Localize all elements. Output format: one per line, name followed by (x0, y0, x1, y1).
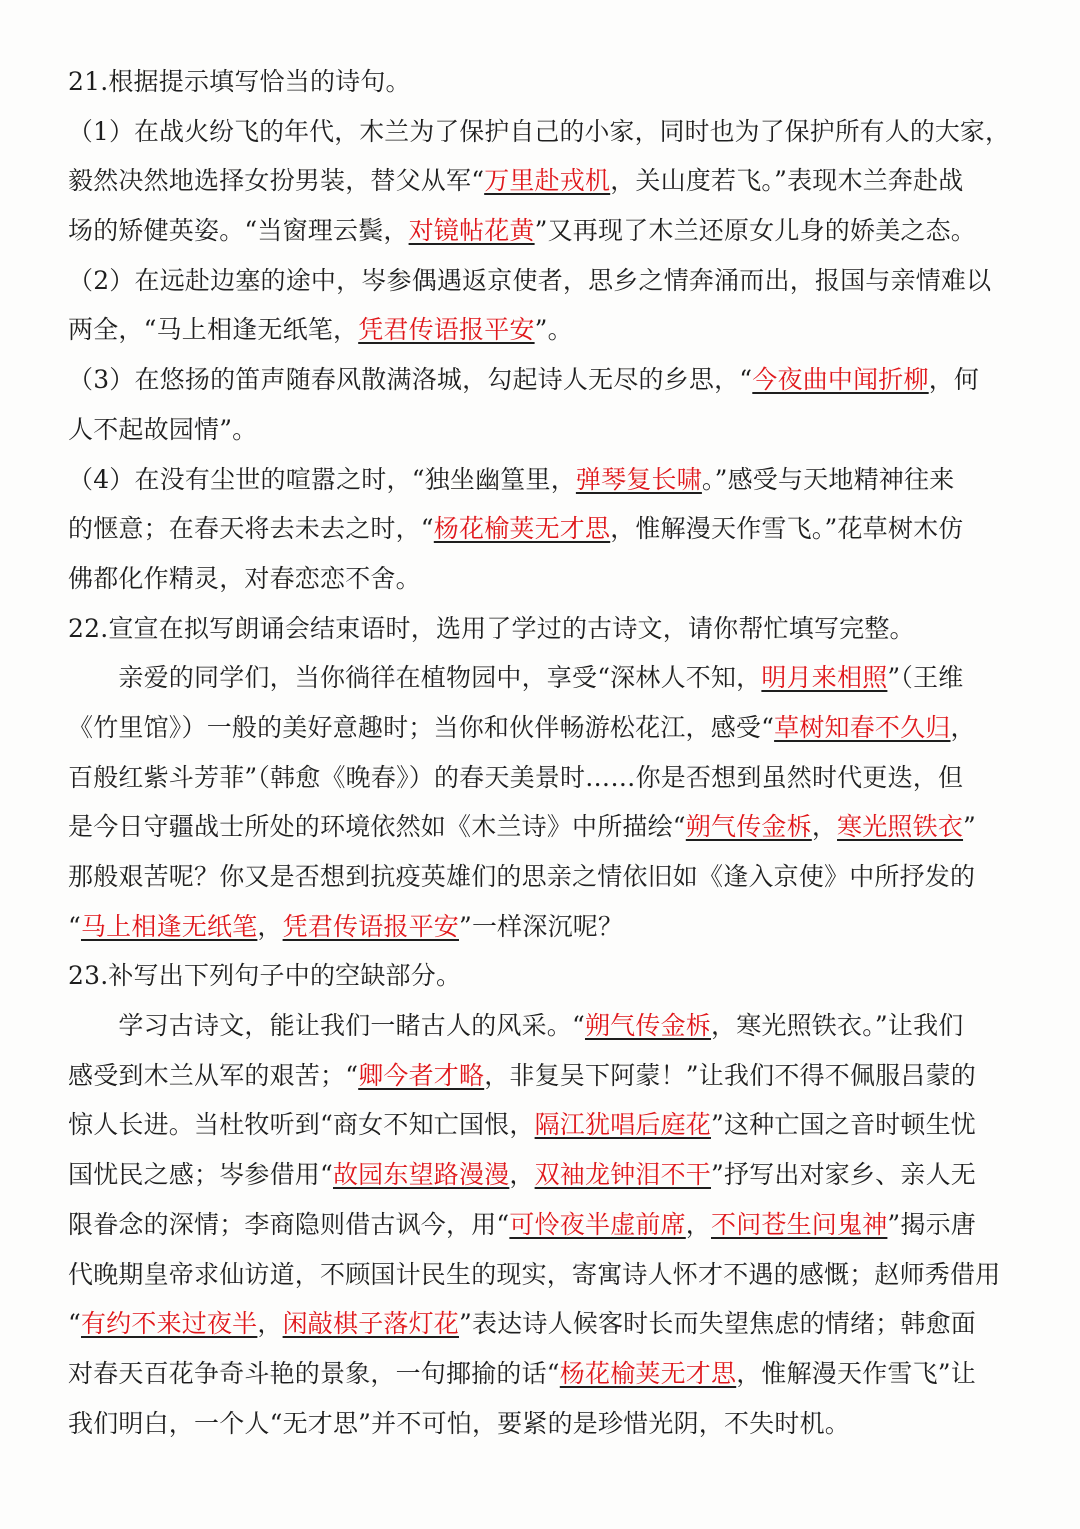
line-text: 的惬意；在春天将去未去之时，“ (68, 514, 434, 544)
text-line (68, 1250, 1010, 1300)
line-text: 两全，“马上相逢无纸笔， (68, 315, 359, 345)
text-line (68, 1100, 1010, 1150)
line-text: 人不起故园情”。 (68, 414, 258, 444)
answer-text: 隔江犹唱后庭花 (534, 1110, 711, 1140)
answer-text: 万里赴戎机 (484, 166, 611, 196)
line-text: ”又再现了木兰还原女儿身的娇美之态。 (534, 216, 976, 246)
line-text: ， (811, 812, 838, 842)
answer-text: 草树知春不久归 (774, 712, 951, 742)
answer-text: 有约不来过夜半 (80, 1309, 258, 1339)
text-line (68, 156, 1010, 206)
line-text: ”（王维 (887, 663, 964, 693)
answer-text: 故园东望路漫漫 (332, 1160, 510, 1190)
answer-text: 朔气传金柝 (685, 812, 812, 842)
answer-text: 杨花榆荚无才思 (433, 514, 611, 544)
line-text: （3）在悠扬的笛声随春风散满洛城，勾起诗人无尽的乡思，“ (68, 365, 753, 395)
line-text: ”揭示唐 (887, 1209, 976, 1239)
line-text: 亲爱的同学们，当你徜徉在植物园中，享受“深林人不知， (68, 663, 762, 693)
text-line (68, 455, 1010, 505)
line-text: 我们明白，一个人“无才思”并不可怕，要紧的是珍惜光阴，不失时机。 (68, 1408, 850, 1438)
line-text: （4）在没有尘世的喧嚣之时，“独坐幽篁里， (68, 464, 576, 494)
text-line (68, 256, 1010, 306)
answer-text: 对镜帖花黄 (408, 216, 535, 246)
answer-text: 今夜曲中闻折柳 (752, 365, 929, 395)
line-text: 学习古诗文，能让我们一睹古人的风采。“ (68, 1011, 585, 1041)
line-text: ，何 (928, 365, 980, 395)
line-text: 惊人长进。当杜牧听到“商女不知亡国恨， (68, 1110, 535, 1140)
answer-text: 马上相逢无纸笔 (80, 911, 258, 941)
text-line (68, 206, 1010, 256)
line-text: 《竹里馆》）一般的美好意趣时；当你和伙伴畅游松花江，感受“ (68, 712, 775, 742)
line-text: ” (963, 812, 977, 842)
line-text: ， (950, 712, 976, 742)
line-text: 国忧民之感；岑参借用“ (68, 1160, 333, 1190)
text-line (68, 554, 1010, 604)
text-line (68, 355, 1010, 405)
line-text: 。”感受与天地精神往来 (701, 464, 955, 494)
answer-text: 不问苍生问鬼神 (711, 1209, 888, 1239)
answer-text: 双袖龙钟泪不干 (534, 1160, 711, 1190)
text-line (68, 604, 1010, 654)
text-line (68, 703, 1010, 753)
text-line (68, 753, 1010, 803)
line-text: ，关山度若飞。”表现木兰奔赴战 (610, 166, 964, 196)
text-line (68, 504, 1010, 554)
line-text: “ (68, 911, 81, 941)
answer-text: 明月来相照 (761, 663, 888, 693)
line-text: 百般红紫斗芳菲”（韩愈《晚春》）的春天美景时……你是否想到虽然时代更迭，但 (68, 762, 964, 792)
text-line (68, 1349, 1010, 1399)
answer-text: 寒光照铁衣 (837, 812, 964, 842)
line-text: ，惟解漫天作雪飞”让 (736, 1358, 976, 1388)
answer-text: 凭君传语报平安 (282, 911, 459, 941)
line-text: ，惟解漫天作雪飞。”花草树木仿 (610, 514, 964, 544)
text-line (68, 1399, 1010, 1449)
line-text: （1）在战火纷飞的年代，木兰为了保护自己的小家，同时也为了保护所有人的大家， (68, 116, 1010, 146)
text-line (68, 802, 1010, 852)
answer-text: 凭君传语报平安 (358, 315, 535, 345)
line-text: ”这种亡国之音时顿生忧 (711, 1110, 976, 1140)
text-line (68, 902, 1010, 952)
line-text: ， (257, 911, 283, 941)
line-text: ”表达诗人候客时长而失望焦虑的情绪；韩愈面 (459, 1309, 976, 1339)
line-text: 场的矫健英姿。“当窗理云鬓， (68, 216, 409, 246)
line-text: 22.宣宣在拟写朗诵会结束语时，选用了学过的古诗文，请你帮忙填写完整。 (68, 613, 915, 643)
line-text: ”抒写出对家乡、亲人无 (711, 1160, 976, 1190)
line-text: 是今日守疆战士所处的环境依然如《木兰诗》中所描绘“ (68, 812, 686, 842)
text-line (68, 852, 1010, 902)
line-text: 那般艰苦呢？你又是否想到抗疫英雄们的思亲之情依旧如《逢入京使》中所抒发的 (68, 862, 976, 891)
line-text: ，寒光照铁衣。”让我们 (711, 1011, 964, 1041)
text-line (68, 405, 1010, 455)
line-text: 毅然决然地选择女扮男装，替父从军“ (68, 166, 485, 196)
answer-text: 朔气传金柝 (584, 1011, 711, 1041)
answer-text: 弹琴复长啸 (575, 464, 702, 494)
text-line (68, 107, 1010, 157)
text-line (68, 57, 1010, 107)
line-text: 21.根据提示填写恰当的诗句。 (68, 67, 411, 96)
text-line (68, 305, 1010, 355)
text-line (68, 1051, 1010, 1101)
line-text: ”一样深沉呢？ (459, 911, 624, 941)
text-line (68, 653, 1010, 703)
line-text: ， (509, 1160, 535, 1190)
line-text: 感受到木兰从军的艰苦；“ (68, 1060, 359, 1090)
answer-text: 可怜夜半虚前席 (509, 1209, 686, 1239)
text-line (68, 1200, 1010, 1250)
line-text: 23.补写出下列句子中的空缺部分。 (68, 961, 462, 991)
text-line (68, 1299, 1010, 1349)
answer-text: 杨花榆荚无才思 (559, 1358, 737, 1388)
line-text: ，非复吴下阿蒙！”让我们不得不佩服吕蒙的 (484, 1060, 976, 1090)
answer-text: 闲敲棋子落灯花 (282, 1309, 459, 1339)
line-text: 限眷念的深情；李商隐则借古讽今，用“ (68, 1209, 510, 1239)
line-text: 代晚期皇帝求仙访道，不顾国计民生的现实，寄寓诗人怀才不遇的感慨；赵师秀借用 (68, 1259, 1001, 1289)
line-text: “ (68, 1309, 81, 1339)
text-line (68, 1001, 1010, 1051)
line-text: ， (685, 1209, 711, 1239)
answer-text: 卿今者才略 (358, 1060, 485, 1090)
line-text: （2）在远赴边塞的途中，岑参偶遇返京使者，思乡之情奔涌而出，报国与亲情难以 (68, 265, 992, 295)
line-text: ， (257, 1309, 283, 1339)
line-text: 佛都化作精灵，对春恋恋不舍。 (68, 563, 421, 593)
text-line (68, 1150, 1010, 1200)
line-text: ”。 (534, 315, 573, 345)
line-text: 对春天百花争奇斗艳的景象，一句揶揄的话“ (68, 1358, 560, 1388)
text-line (68, 951, 1010, 1001)
